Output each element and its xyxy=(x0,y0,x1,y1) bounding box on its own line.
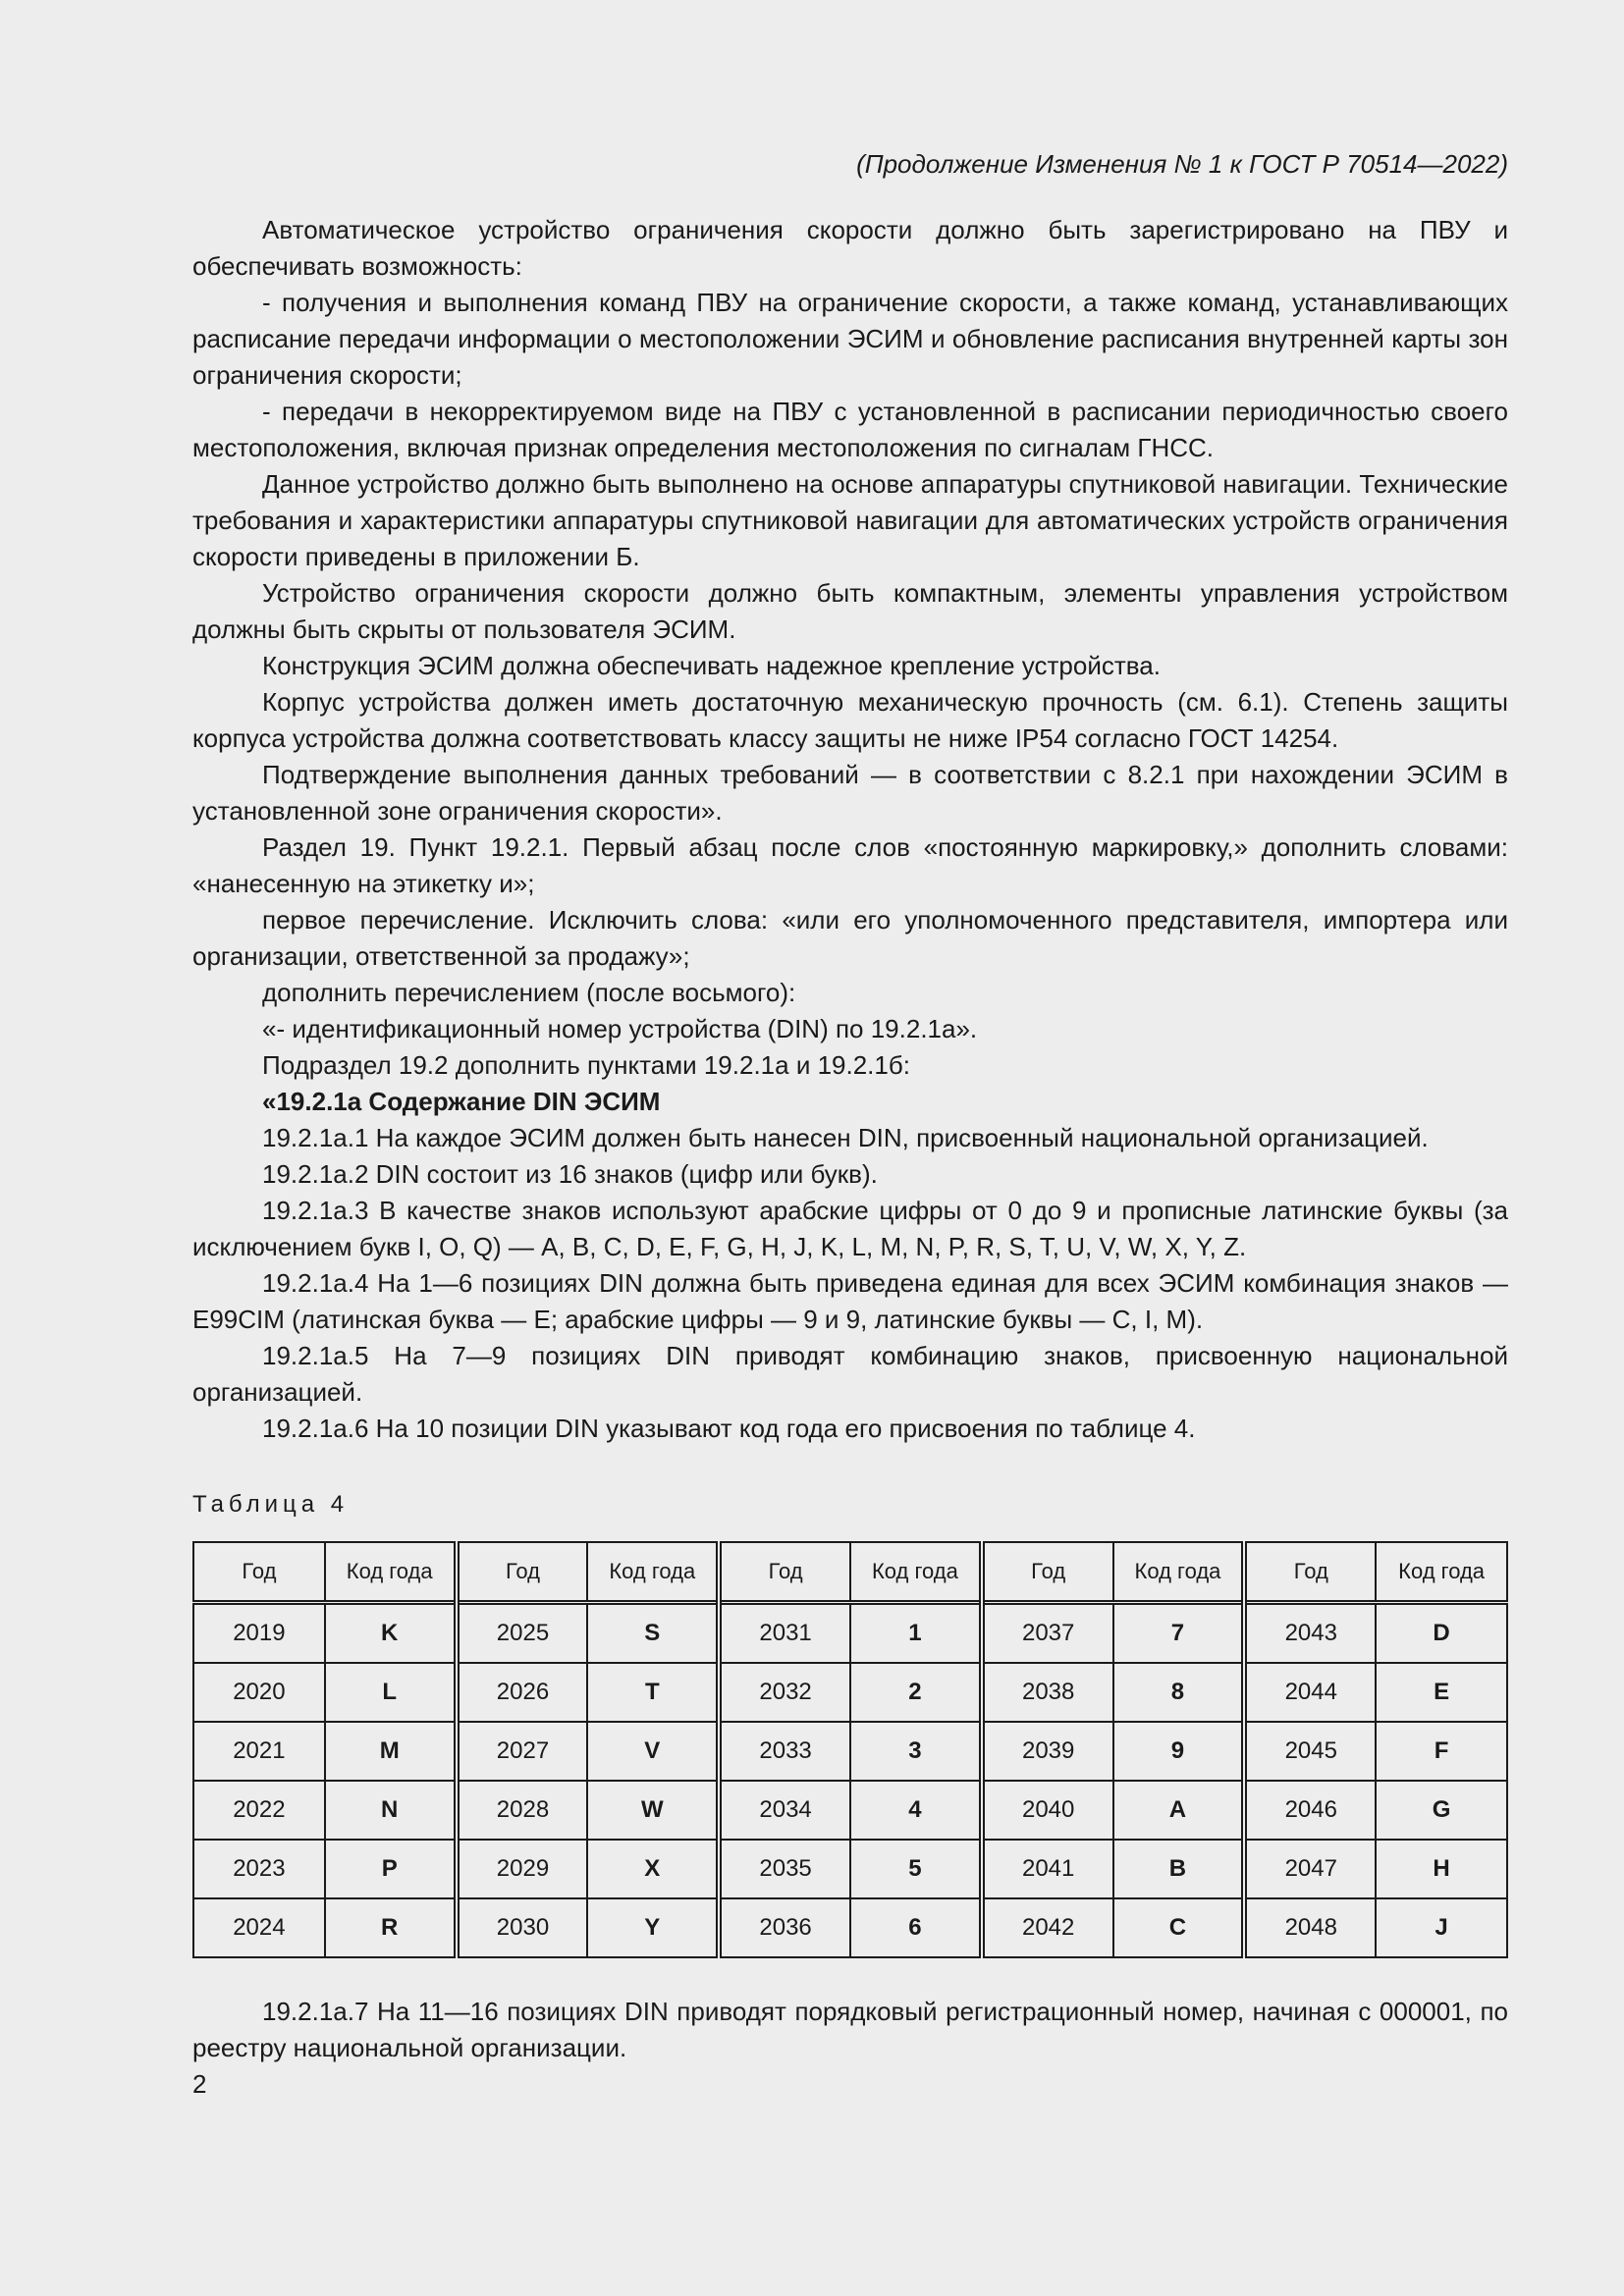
column-header: Год xyxy=(457,1542,588,1603)
paragraph: - передачи в некорректируемом виде на ПВУ с установленной в расписании периодичностью своего местоположения, включая признак определения местоположения по сигналам ГНСС. xyxy=(192,397,1508,462)
paragraph: 19.2.1а.4 На 1—6 позициях DIN должна быть приведена единая для всех ЭСИМ комбинация знаков — E99CIM (латинская буква — E; арабские цифры — 9 и 9, латинские буквы — C, I, M). xyxy=(192,1268,1508,1334)
code-cell: N xyxy=(325,1781,457,1840)
paragraph: Раздел 19. Пункт 19.2.1. Первый абзац после слов «постоянную маркировку,» дополнить словами: «нанесенную на этикетку и»; xyxy=(192,832,1508,898)
column-header: Код года xyxy=(325,1542,457,1603)
table-row xyxy=(193,1898,1507,1957)
year-cell: 2020 xyxy=(193,1663,325,1722)
code-cell: Y xyxy=(587,1898,719,1957)
column-header: Год xyxy=(1244,1542,1376,1603)
code-cell: 9 xyxy=(1113,1722,1245,1781)
code-cell: W xyxy=(587,1781,719,1840)
year-cell: 2030 xyxy=(457,1898,588,1957)
code-cell: K xyxy=(325,1603,457,1664)
code-cell: H xyxy=(1376,1840,1507,1898)
year-cell: 2031 xyxy=(719,1603,850,1664)
section-heading: «19.2.1а Содержание DIN ЭСИМ xyxy=(262,1087,661,1116)
year-cell: 2044 xyxy=(1244,1663,1376,1722)
table-row xyxy=(193,1663,1507,1722)
paragraph: Данное устройство должно быть выполнено на основе аппаратуры спутниковой навигации. Технические требования и характеристики аппаратуры спутниковой навигации для автоматических устройств ограничения скорости приведены в приложении Б. xyxy=(192,469,1508,571)
column-header: Код года xyxy=(1113,1542,1245,1603)
column-header: Год xyxy=(719,1542,850,1603)
year-cell: 2026 xyxy=(457,1663,588,1722)
table-header-row xyxy=(193,1542,1507,1603)
year-cell: 2029 xyxy=(457,1840,588,1898)
code-cell: 5 xyxy=(850,1840,982,1898)
code-cell: 4 xyxy=(850,1781,982,1840)
paragraph: 19.2.1а.5 На 7—9 позициях DIN приводят комбинацию знаков, присвоенную национальной организацией. xyxy=(192,1341,1508,1407)
year-cell: 2035 xyxy=(719,1840,850,1898)
column-header: Год xyxy=(982,1542,1113,1603)
paragraph: Подтверждение выполнения данных требований — в соответствии с 8.2.1 при нахождении ЭСИМ в установленной зоне ограничения скорости». xyxy=(192,760,1508,826)
paragraph: Подраздел 19.2 дополнить пунктами 19.2.1а и 19.2.1б: xyxy=(262,1050,910,1080)
year-cell: 2038 xyxy=(982,1663,1113,1722)
year-code-table xyxy=(192,1541,1508,1958)
paragraph: дополнить перечислением (после восьмого): xyxy=(262,978,796,1007)
code-cell: 2 xyxy=(850,1663,982,1722)
code-cell: V xyxy=(587,1722,719,1781)
year-cell: 2046 xyxy=(1244,1781,1376,1840)
paragraph: «- идентификационный номер устройства (DIN) по 19.2.1а». xyxy=(262,1014,978,1043)
code-cell: X xyxy=(587,1840,719,1898)
year-cell: 2041 xyxy=(982,1840,1113,1898)
code-cell: 6 xyxy=(850,1898,982,1957)
code-cell: 7 xyxy=(1113,1603,1245,1664)
code-cell: 1 xyxy=(850,1603,982,1664)
body-text xyxy=(192,212,1508,1447)
code-cell: M xyxy=(325,1722,457,1781)
year-cell: 2027 xyxy=(457,1722,588,1781)
table-caption: Таблица 4 xyxy=(192,1491,350,1518)
code-cell: 3 xyxy=(850,1722,982,1781)
year-cell: 2048 xyxy=(1244,1898,1376,1957)
year-cell: 2028 xyxy=(457,1781,588,1840)
code-cell: C xyxy=(1113,1898,1245,1957)
year-cell: 2025 xyxy=(457,1603,588,1664)
code-cell: L xyxy=(325,1663,457,1722)
document-page xyxy=(192,145,1508,2103)
year-cell: 2023 xyxy=(193,1840,325,1898)
paragraph: Конструкция ЭСИМ должна обеспечивать надежное крепление устройства. xyxy=(262,651,1161,680)
table-row xyxy=(193,1781,1507,1840)
code-cell: R xyxy=(325,1898,457,1957)
paragraph: 19.2.1а.1 На каждое ЭСИМ должен быть нанесен DIN, присвоенный национальной организацией. xyxy=(262,1123,1429,1152)
year-cell: 2033 xyxy=(719,1722,850,1781)
year-cell: 2019 xyxy=(193,1603,325,1664)
year-cell: 2045 xyxy=(1244,1722,1376,1781)
page-number: 2 xyxy=(192,2069,207,2099)
year-cell: 2047 xyxy=(1244,1840,1376,1898)
table-row xyxy=(193,1840,1507,1898)
code-cell: G xyxy=(1376,1781,1507,1840)
paragraph: Корпус устройства должен иметь достаточную механическую прочность (см. 6.1). Степень защиты корпуса устройства должна соответствовать классу защиты не ниже IP54 согласно ГОСТ 14254. xyxy=(192,687,1508,753)
code-cell: E xyxy=(1376,1663,1507,1722)
code-cell: D xyxy=(1376,1603,1507,1664)
paragraph: 19.2.1а.3 В качестве знаков используют арабские цифры от 0 до 9 и прописные латинские буквы (за исключением букв I, O, Q) — A, B, C, D, E, F, G, H, J, K, L, M, N, P, R, S, T, U, V, W, X, Y, Z. xyxy=(192,1196,1508,1261)
code-cell: 8 xyxy=(1113,1663,1245,1722)
code-cell: S xyxy=(587,1603,719,1664)
table-row xyxy=(193,1722,1507,1781)
column-header: Код года xyxy=(587,1542,719,1603)
code-cell: F xyxy=(1376,1722,1507,1781)
year-cell: 2043 xyxy=(1244,1603,1376,1664)
code-cell: B xyxy=(1113,1840,1245,1898)
paragraph: 19.2.1а.7 На 11—16 позициях DIN приводят порядковый регистрационный номер, начиная с 000001, по реестру национальной организации. xyxy=(192,1997,1508,2062)
year-cell: 2022 xyxy=(193,1781,325,1840)
paragraph: Автоматическое устройство ограничения скорости должно быть зарегистрировано на ПВУ и обеспечивать возможность: xyxy=(192,215,1508,281)
column-header: Год xyxy=(193,1542,325,1603)
year-cell: 2040 xyxy=(982,1781,1113,1840)
year-cell: 2036 xyxy=(719,1898,850,1957)
code-cell: T xyxy=(587,1663,719,1722)
year-cell: 2037 xyxy=(982,1603,1113,1664)
year-cell: 2034 xyxy=(719,1781,850,1840)
year-cell: 2042 xyxy=(982,1898,1113,1957)
code-cell: J xyxy=(1376,1898,1507,1957)
year-cell: 2032 xyxy=(719,1663,850,1722)
year-cell: 2021 xyxy=(193,1722,325,1781)
paragraph: 19.2.1а.6 На 10 позиции DIN указывают код года его присвоения по таблице 4. xyxy=(262,1414,1196,1443)
code-cell: P xyxy=(325,1840,457,1898)
paragraph: первое перечисление. Исключить слова: «или его уполномоченного представителя, импортера или организации, ответственной за продажу»; xyxy=(192,905,1508,971)
year-cell: 2024 xyxy=(193,1898,325,1957)
year-cell: 2039 xyxy=(982,1722,1113,1781)
code-cell: A xyxy=(1113,1781,1245,1840)
column-header: Код года xyxy=(850,1542,982,1603)
paragraph: 19.2.1а.2 DIN состоит из 16 знаков (цифр или букв). xyxy=(262,1159,878,1189)
table-row xyxy=(193,1603,1507,1664)
running-head: (Продолжение Изменения № 1 к ГОСТ Р 70514—2022) xyxy=(856,149,1508,179)
paragraph: Устройство ограничения скорости должно быть компактным, элементы управления устройством должны быть скрыты от пользователя ЭСИМ. xyxy=(192,578,1508,644)
paragraph: - получения и выполнения команд ПВУ на ограничение скорости, а также команд, устанавливающих расписание передачи информации о местоположении ЭСИМ и обновление расписания внутренней карты зон ограничения скорости; xyxy=(192,288,1508,390)
column-header: Код года xyxy=(1376,1542,1507,1603)
